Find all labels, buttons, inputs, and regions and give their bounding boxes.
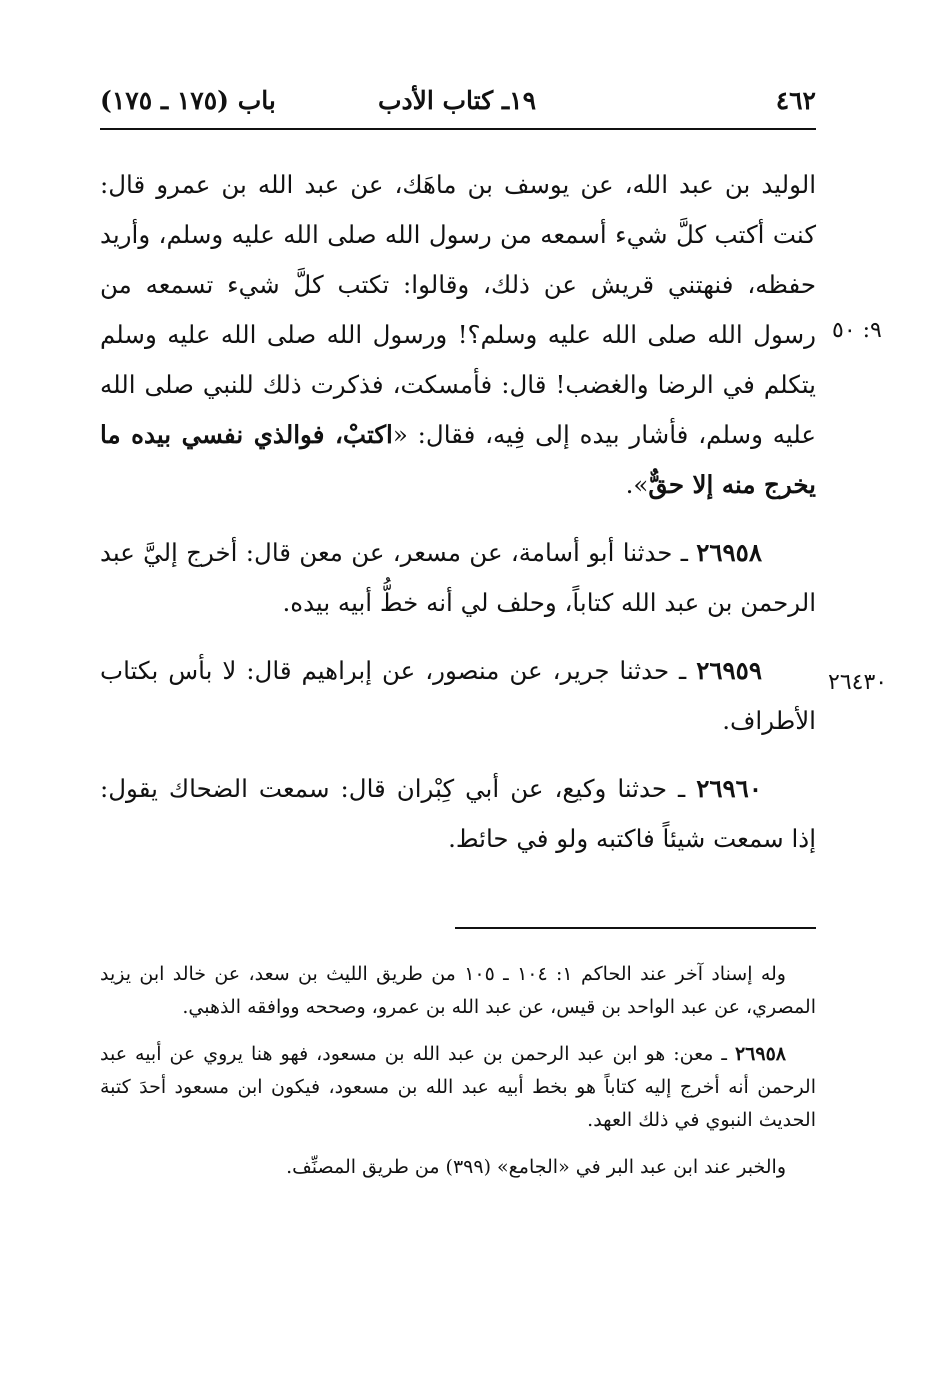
hadith-text: ـ حدثنا وكيع، عن أبي كِبْران قال: سمعت الضحاك يقول: إذا سمعت شيئاً فاكتبه ولو في حائط. — [100, 774, 816, 853]
hadith-number: ٢٦٩٦٠ — [696, 774, 762, 803]
hadith-continuation — [100, 160, 816, 510]
page-number: ٤٦٢ — [775, 86, 816, 115]
footnote-text: ـ معن: هو ابن عبد الرحمن بن عبد الله بن مسعود، فهو هنا يروي عن أبيه عبد الرحمن أنه أخرج إليه كتاباً هو بخط أبيه عبد الله بن مسعود، فيكون ابن مسعود أحدَ كتبة الحديث النبوي في ذلك العهد. — [100, 1043, 816, 1131]
page-header — [100, 86, 816, 126]
hadith-26960 — [100, 764, 816, 864]
quote-close: ». — [625, 470, 649, 499]
hadith-26958 — [100, 528, 816, 628]
footnote-number: ٢٦٩٥٨ — [734, 1043, 786, 1065]
hadith-number: ٢٦٩٥٩ — [696, 656, 762, 685]
margin-hadith-number: ٢٦٤٣٠ — [828, 670, 888, 695]
hadith-text: ـ حدثنا جرير، عن منصور، عن إبراهيم قال: لا بأس بكتاب الأطراف. — [100, 656, 816, 735]
footnote-3: والخبر عند ابن عبد البر في «الجامع» (٣٩٩) من طريق المصنِّف. — [286, 1156, 786, 1178]
prophet-quote: اكتبْ، فوالذي نفسي بيده ما يخرج منه إلا حقٌّ — [100, 420, 816, 499]
margin-reference: ٩: ٥٠ — [832, 318, 882, 343]
hadith-number: ٢٦٩٥٨ — [696, 538, 762, 567]
hadith-continuation-text: الوليد بن عبد الله، عن يوسف بن ماهَك، عن عبد الله بن عمرو قال: كنت أكتب كلَّ شيء أسمعه من رسول الله صلى الله عليه وسلم، وأريد حفظه، فنهتني قريش عن ذلك، وقالوا: تكتب كلَّ شيء تسمعه من رسول الله صلى الله عليه وسلم؟! ورسول الله صلى الله عليه وسلم يتكلم في الرضا والغضب! قال: فأمسكت، فذكرت ذلك للنبي صلى الله عليه وسلم، فأشار بيده إلى فِيه، فقال: « — [100, 170, 817, 449]
footnote-1: وله إسناد آخر عند الحاكم ١: ١٠٤ ـ ١٠٥ من طريق الليث بن سعد، عن خالد ابن يزيد المصري، عن عبد الواحد بن قيس، عن عبد الله بن عمرو، وصححه ووافقه الذهبي. — [100, 963, 816, 1018]
hadith-26959 — [100, 646, 816, 746]
main-text — [100, 160, 816, 882]
footnote-divider — [455, 927, 816, 929]
header-divider — [100, 128, 816, 130]
book-title: ١٩ـ كتاب الأدب — [377, 86, 536, 115]
chapter-title: باب (١٧٥ ـ ١٧٥) — [100, 86, 276, 115]
footnotes — [100, 958, 816, 1198]
hadith-text: ـ حدثنا أبو أسامة، عن مسعر، عن معن قال: أخرج إليَّ عبد الرحمن بن عبد الله كتاباً، وحلف لي أنه خطُّ أبيه بيده. — [100, 538, 816, 617]
footnote-2 — [100, 1038, 816, 1137]
